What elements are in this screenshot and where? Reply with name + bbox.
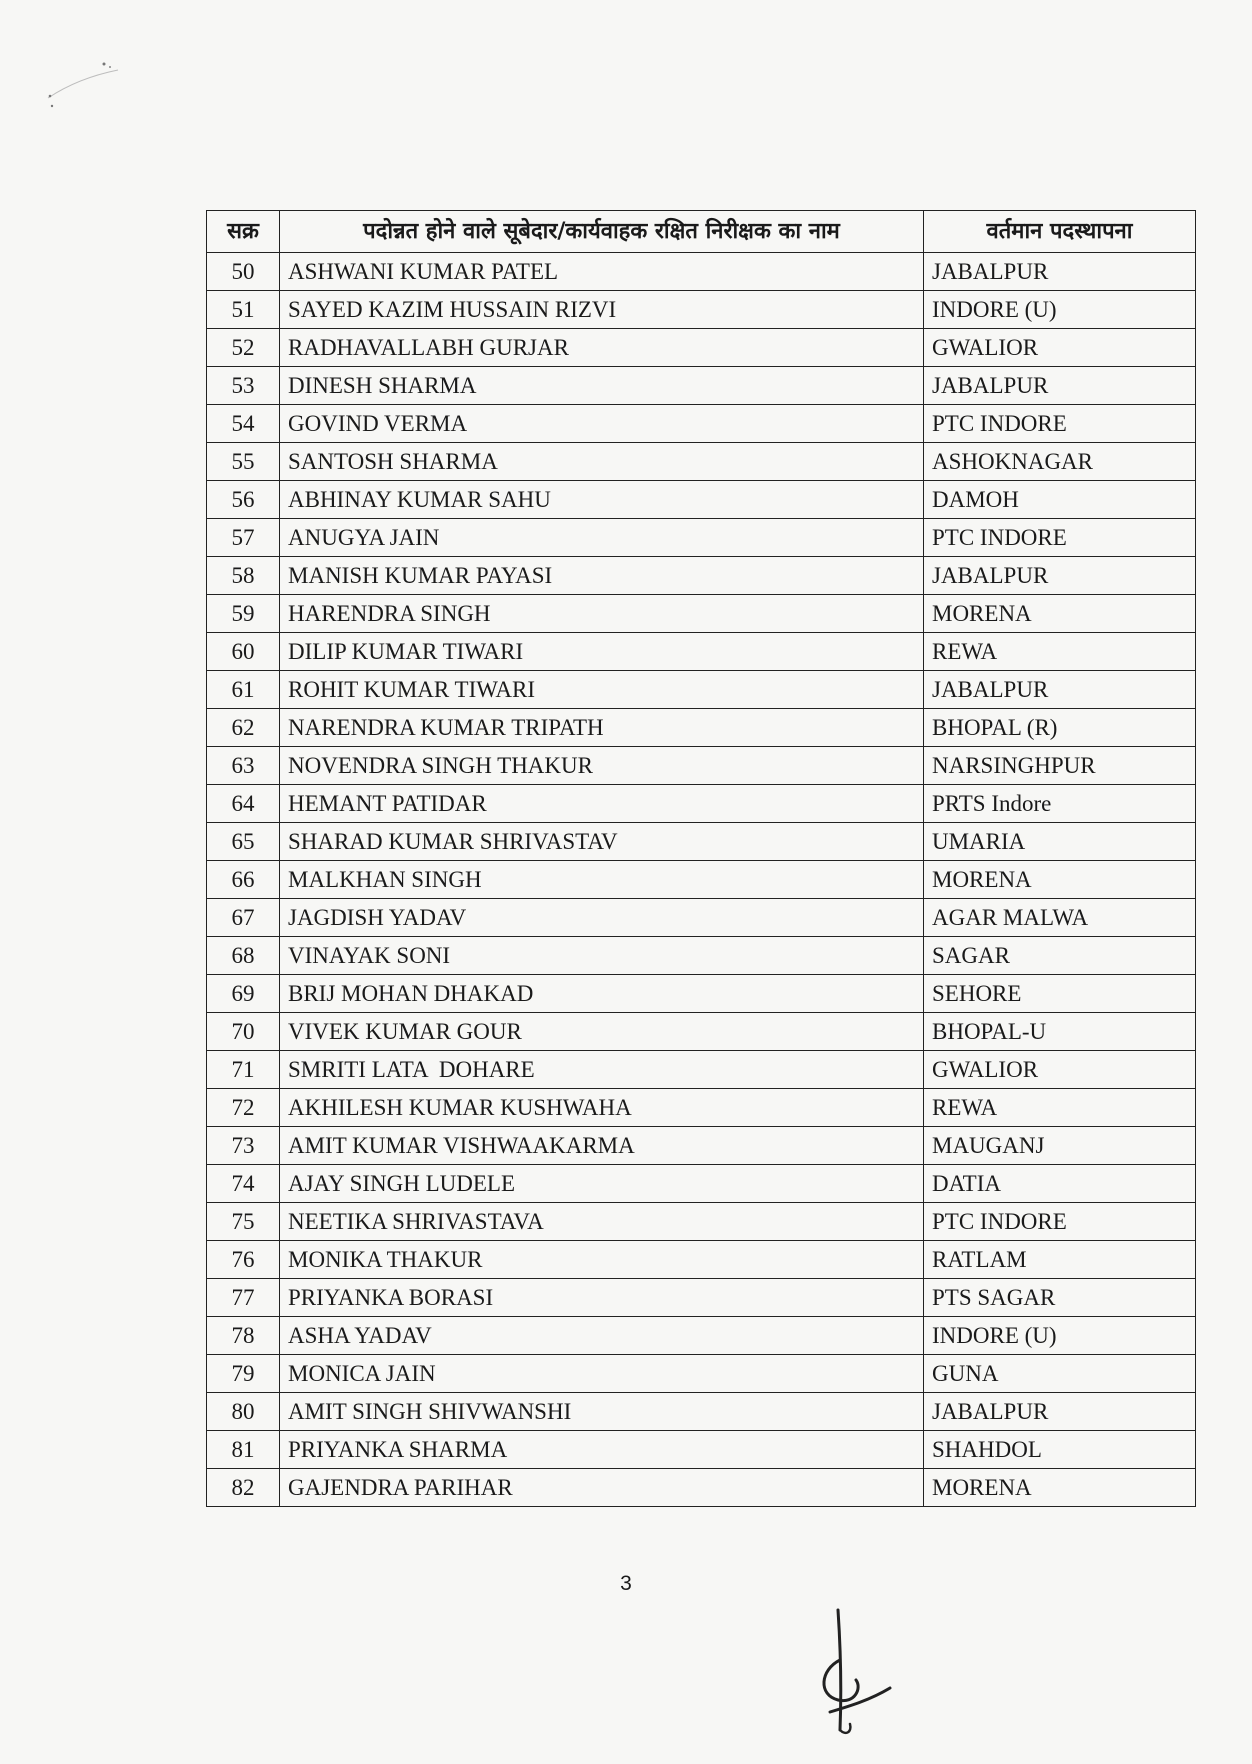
cell-officer-name: GOVIND VERMA [280, 405, 924, 443]
cell-serial-number: 77 [207, 1279, 280, 1317]
cell-current-posting: GWALIOR [924, 329, 1196, 367]
cell-serial-number: 54 [207, 405, 280, 443]
cell-current-posting: JABALPUR [924, 671, 1196, 709]
cell-officer-name: HARENDRA SINGH [280, 595, 924, 633]
cell-officer-name: AKHILESH KUMAR KUSHWAHA [280, 1089, 924, 1127]
cell-serial-number: 63 [207, 747, 280, 785]
handwritten-signature [800, 1600, 910, 1750]
cell-current-posting: PTC INDORE [924, 519, 1196, 557]
cell-current-posting: MORENA [924, 861, 1196, 899]
cell-serial-number: 62 [207, 709, 280, 747]
cell-officer-name: GAJENDRA PARIHAR [280, 1469, 924, 1507]
cell-officer-name: PRIYANKA SHARMA [280, 1431, 924, 1469]
cell-serial-number: 65 [207, 823, 280, 861]
cell-current-posting: JABALPUR [924, 557, 1196, 595]
cell-current-posting: SAGAR [924, 937, 1196, 975]
cell-officer-name: JAGDISH YADAV [280, 899, 924, 937]
table-row [207, 633, 1196, 671]
cell-officer-name: DILIP KUMAR TIWARI [280, 633, 924, 671]
cell-officer-name: AMIT SINGH SHIVWANSHI [280, 1393, 924, 1431]
cell-serial-number: 70 [207, 1013, 280, 1051]
cell-serial-number: 58 [207, 557, 280, 595]
cell-officer-name: SHARAD KUMAR SHRIVASTAV [280, 823, 924, 861]
cell-officer-name: DINESH SHARMA [280, 367, 924, 405]
cell-current-posting: ASHOKNAGAR [924, 443, 1196, 481]
table-row [207, 709, 1196, 747]
page-number: 3 [620, 1572, 632, 1595]
cell-serial-number: 53 [207, 367, 280, 405]
cell-current-posting: PRTS Indore [924, 785, 1196, 823]
cell-current-posting: REWA [924, 633, 1196, 671]
cell-officer-name: PRIYANKA BORASI [280, 1279, 924, 1317]
cell-officer-name: MONICA JAIN [280, 1355, 924, 1393]
table-row [207, 975, 1196, 1013]
table-row [207, 253, 1196, 291]
table-row [207, 823, 1196, 861]
table-body [207, 253, 1196, 1507]
cell-current-posting: JABALPUR [924, 1393, 1196, 1431]
table-row [207, 329, 1196, 367]
cell-current-posting: SEHORE [924, 975, 1196, 1013]
table-row [207, 1089, 1196, 1127]
cell-current-posting: BHOPAL (R) [924, 709, 1196, 747]
cell-current-posting: REWA [924, 1089, 1196, 1127]
cell-officer-name: HEMANT PATIDAR [280, 785, 924, 823]
cell-current-posting: PTC INDORE [924, 1203, 1196, 1241]
cell-current-posting: JABALPUR [924, 253, 1196, 291]
cell-officer-name: ABHINAY KUMAR SAHU [280, 481, 924, 519]
cell-serial-number: 67 [207, 899, 280, 937]
cell-serial-number: 52 [207, 329, 280, 367]
table-row [207, 861, 1196, 899]
table-row [207, 1013, 1196, 1051]
table-row [207, 1355, 1196, 1393]
cell-officer-name: ROHIT KUMAR TIWARI [280, 671, 924, 709]
cell-current-posting: PTC INDORE [924, 405, 1196, 443]
cell-current-posting: INDORE (U) [924, 291, 1196, 329]
header-serial-number: सक्र [207, 211, 280, 253]
cell-serial-number: 51 [207, 291, 280, 329]
cell-officer-name: MANISH KUMAR PAYASI [280, 557, 924, 595]
table-row [207, 291, 1196, 329]
header-officer-name: पदोन्नत होने वाले सूबेदार/कार्यवाहक रक्षित निरीक्षक का नाम [280, 211, 924, 253]
table-row [207, 1165, 1196, 1203]
cell-officer-name: VINAYAK SONI [280, 937, 924, 975]
cell-current-posting: MAUGANJ [924, 1127, 1196, 1165]
cell-serial-number: 61 [207, 671, 280, 709]
cell-serial-number: 68 [207, 937, 280, 975]
header-current-posting: वर्तमान पदस्थापना [924, 211, 1196, 253]
table-row [207, 367, 1196, 405]
table-row [207, 1241, 1196, 1279]
cell-current-posting: PTS SAGAR [924, 1279, 1196, 1317]
cell-serial-number: 66 [207, 861, 280, 899]
cell-serial-number: 82 [207, 1469, 280, 1507]
cell-serial-number: 71 [207, 1051, 280, 1089]
table-row [207, 1279, 1196, 1317]
table-row [207, 785, 1196, 823]
cell-current-posting: BHOPAL-U [924, 1013, 1196, 1051]
table-header-row [207, 211, 1196, 253]
cell-current-posting: RATLAM [924, 1241, 1196, 1279]
cell-officer-name: SMRITI LATA DOHARE [280, 1051, 924, 1089]
table-row [207, 671, 1196, 709]
cell-officer-name: MALKHAN SINGH [280, 861, 924, 899]
cell-serial-number: 80 [207, 1393, 280, 1431]
cell-officer-name: AMIT KUMAR VISHWAAKARMA [280, 1127, 924, 1165]
cell-serial-number: 50 [207, 253, 280, 291]
cell-serial-number: 73 [207, 1127, 280, 1165]
cell-officer-name: MONIKA THAKUR [280, 1241, 924, 1279]
table-row [207, 1393, 1196, 1431]
table-row [207, 519, 1196, 557]
table-row [207, 595, 1196, 633]
cell-serial-number: 56 [207, 481, 280, 519]
cell-serial-number: 76 [207, 1241, 280, 1279]
cell-current-posting: AGAR MALWA [924, 899, 1196, 937]
cell-current-posting: JABALPUR [924, 367, 1196, 405]
cell-officer-name: NARENDRA KUMAR TRIPATH [280, 709, 924, 747]
table-row [207, 747, 1196, 785]
cell-serial-number: 60 [207, 633, 280, 671]
table-row [207, 1127, 1196, 1165]
table-row [207, 899, 1196, 937]
cell-officer-name: NOVENDRA SINGH THAKUR [280, 747, 924, 785]
cell-serial-number: 72 [207, 1089, 280, 1127]
table-row [207, 1431, 1196, 1469]
cell-serial-number: 59 [207, 595, 280, 633]
table-row [207, 1051, 1196, 1089]
cell-serial-number: 75 [207, 1203, 280, 1241]
table-row [207, 443, 1196, 481]
cell-serial-number: 55 [207, 443, 280, 481]
table-row [207, 937, 1196, 975]
cell-serial-number: 81 [207, 1431, 280, 1469]
cell-current-posting: MORENA [924, 1469, 1196, 1507]
cell-officer-name: VIVEK KUMAR GOUR [280, 1013, 924, 1051]
table-row [207, 405, 1196, 443]
cell-officer-name: ANUGYA JAIN [280, 519, 924, 557]
cell-current-posting: INDORE (U) [924, 1317, 1196, 1355]
cell-current-posting: NARSINGHPUR [924, 747, 1196, 785]
cell-serial-number: 78 [207, 1317, 280, 1355]
table-row [207, 557, 1196, 595]
cell-current-posting: GWALIOR [924, 1051, 1196, 1089]
cell-current-posting: DAMOH [924, 481, 1196, 519]
cell-officer-name: RADHAVALLABH GURJAR [280, 329, 924, 367]
cell-serial-number: 57 [207, 519, 280, 557]
cell-current-posting: DATIA [924, 1165, 1196, 1203]
table-row [207, 1317, 1196, 1355]
cell-officer-name: AJAY SINGH LUDELE [280, 1165, 924, 1203]
cell-officer-name: SAYED KAZIM HUSSAIN RIZVI [280, 291, 924, 329]
cell-officer-name: ASHA YADAV [280, 1317, 924, 1355]
cell-current-posting: SHAHDOL [924, 1431, 1196, 1469]
cell-serial-number: 74 [207, 1165, 280, 1203]
cell-current-posting: MORENA [924, 595, 1196, 633]
cell-officer-name: SANTOSH SHARMA [280, 443, 924, 481]
cell-serial-number: 69 [207, 975, 280, 1013]
table-row [207, 1203, 1196, 1241]
cell-current-posting: UMARIA [924, 823, 1196, 861]
cell-serial-number: 64 [207, 785, 280, 823]
cell-officer-name: NEETIKA SHRIVASTAVA [280, 1203, 924, 1241]
cell-officer-name: BRIJ MOHAN DHAKAD [280, 975, 924, 1013]
cell-current-posting: GUNA [924, 1355, 1196, 1393]
promotion-list-table [206, 210, 1196, 1507]
table-row [207, 1469, 1196, 1507]
scan-speck-mark [38, 58, 128, 128]
cell-serial-number: 79 [207, 1355, 280, 1393]
table-row [207, 481, 1196, 519]
cell-officer-name: ASHWANI KUMAR PATEL [280, 253, 924, 291]
